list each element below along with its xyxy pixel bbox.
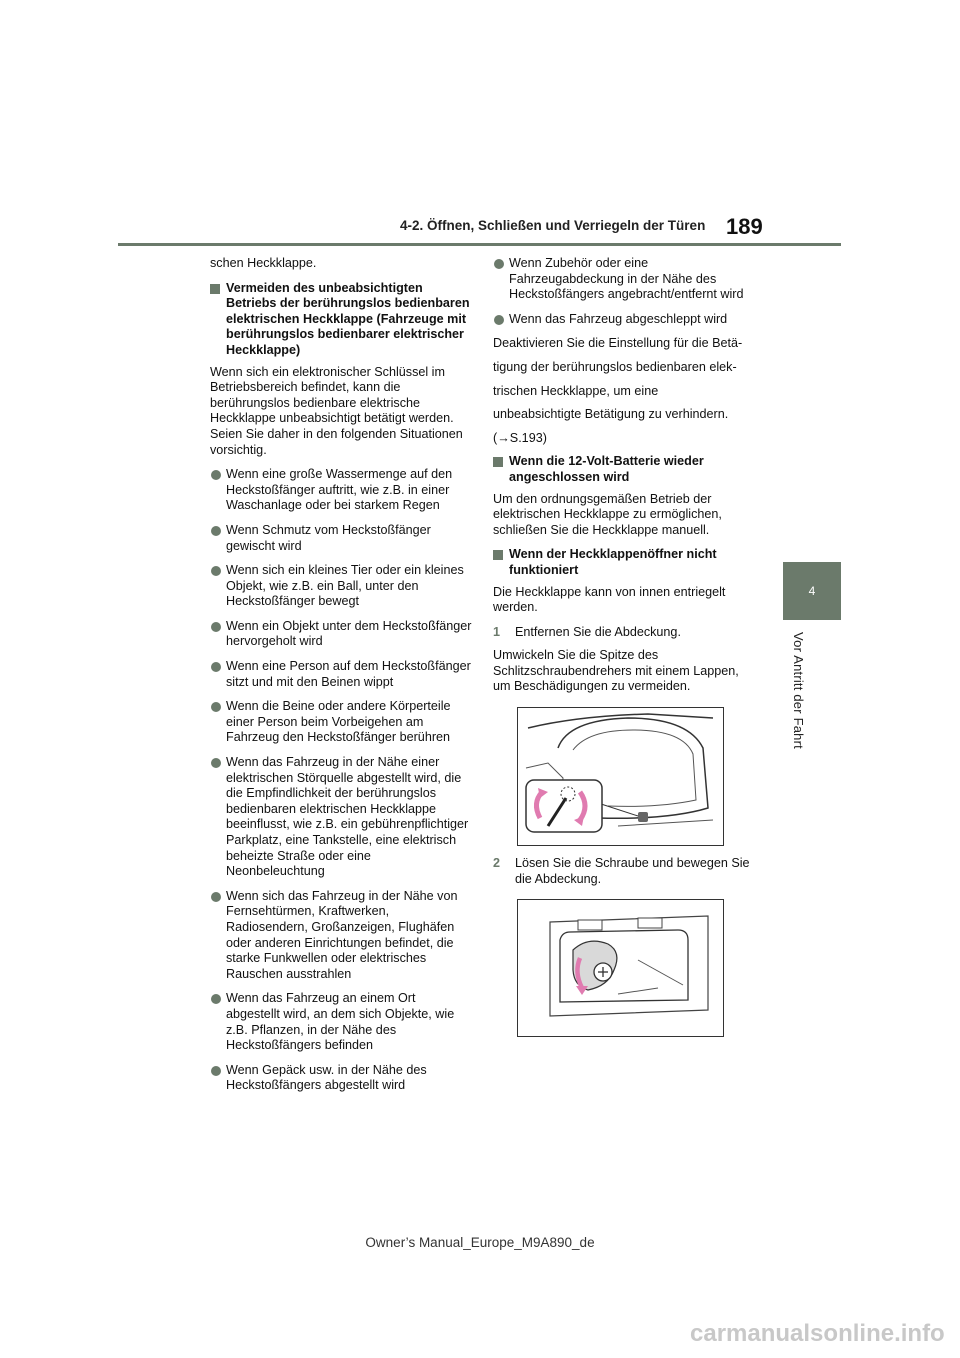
list-item: Wenn Zubehör oder eine Fahrzeugabdeckung in der Nähe des Heckstoßfängers angebracht/entfernt wird bbox=[493, 256, 755, 303]
header-divider bbox=[118, 243, 841, 246]
list-item: Wenn ein Objekt unter dem Heckstoßfänger hervorgeholt wird bbox=[210, 619, 472, 650]
step-text: Entfernen Sie die Abdeckung. bbox=[515, 624, 681, 639]
list-item: Wenn das Fahrzeug abgeschleppt wird bbox=[493, 312, 755, 328]
opener-text: Die Heckklappe kann von innen entriegelt werden. bbox=[493, 584, 726, 615]
chapter-tab[interactable] bbox=[783, 562, 841, 620]
illustration-remove-cover bbox=[517, 707, 724, 846]
step-1-detail: Umwickeln Sie die Spitze des Schlitzschraubendrehers mit einem Lappen, um Beschädigungen zu vermeiden. bbox=[493, 648, 739, 694]
footer-manual-id: Owner’s Manual_Europe_M9A890_de bbox=[365, 1235, 595, 1250]
list-item: Wenn eine Person auf dem Heckstoßfänger sitzt und mit den Beinen wippt bbox=[210, 659, 472, 690]
list-item: Wenn sich ein kleines Tier oder ein kleines Objekt, wie z.B. ein Ball, unter den Heckstoßfänger bewegt bbox=[210, 563, 472, 610]
list-item: Wenn Schmutz vom Heckstoßfänger gewischt wird bbox=[210, 523, 472, 554]
deactivate-line: unbeabsichtigte Betätigung zu verhindern. bbox=[493, 407, 729, 422]
step-text: Lösen Sie die Schraube und bewegen Sie die Abdeckung. bbox=[515, 856, 750, 886]
step-number: 1 bbox=[493, 624, 501, 639]
battery-text: Um den ordnungsgemäßen Betrieb der elektrischen Heckklappe zu ermöglichen, schließen Sie die Heckklappe manuell. bbox=[493, 491, 722, 537]
list-item: Wenn Gepäck usw. in der Nähe des Heckstoßfängers abgestellt wird bbox=[210, 1063, 472, 1094]
list-item: Wenn das Fahrzeug an einem Ort abgestellt wird, an dem sich Objekte, wie z.B. Pflanzen, in der Nähe des Heckstoßfängers befinden bbox=[210, 991, 472, 1053]
step-1 bbox=[493, 625, 755, 641]
illustration-loosen-screw bbox=[517, 899, 724, 1037]
heading-unintended-operation: Vermeiden des unbeabsichtigten Betriebs der berührungslos bedienbaren elektrischen Heckklappe (Fahrzeuge mit berührungslos bedienbarer elektrischer Heckklappe) bbox=[210, 281, 472, 359]
heading-opener: Wenn der Heckklappenöffner nicht funktioniert bbox=[493, 547, 755, 578]
list-item: Wenn eine große Wassermenge auf den Heckstoßfänger auftritt, wie z.B. in einer Waschanlage oder bei starkem Regen bbox=[210, 467, 472, 514]
paragraph-caution: Wenn sich ein elektronischer Schlüssel im Betriebsbereich befindet, kann die berührungslos bedienbare elektrische Heckklappe unbeabsichtigt betätigt werden. Seien Sie daher in den folgenden Situationen vorsichtig. bbox=[210, 364, 463, 457]
section-title: 4-2. Öffnen, Schließen und Verriegeln der Türen bbox=[400, 218, 706, 233]
watermark: carmanualsonline.info bbox=[690, 1320, 945, 1347]
step-2 bbox=[493, 856, 755, 887]
deactivate-line: tigung der berührungslos bedienbaren elek- bbox=[493, 359, 737, 374]
page-number: 189 bbox=[726, 214, 763, 239]
chapter-label: Vor Antritt der Fahrt bbox=[791, 632, 806, 749]
list-item: Wenn sich das Fahrzeug in der Nähe von Fernsehtürmen, Kraftwerken, Radiosendern, Großanzeigen, Flughäfen oder anderen Einrichtungen befindet, die starke Funkwellen oder elektrisches Rauschen ausstrahlen bbox=[210, 889, 472, 983]
intro-text: schen Heckklappe. bbox=[210, 256, 317, 270]
list-item: Wenn das Fahrzeug in der Nähe einer elektrischen Störquelle abgestellt wird, die die Empfindlichkeit der berührungslos bedienbaren elektrischen Heckklappe beeinflusst, wie z.B. ein gebührenpflichtiger Parkplatz, eine Tankstelle, eine elektrisch beheizte Straße oder eine Neonbeleuchtung bbox=[210, 755, 472, 880]
chapter-number: 4 bbox=[808, 584, 816, 598]
right-column bbox=[493, 256, 755, 1047]
step-number: 2 bbox=[493, 856, 501, 871]
heading-battery: Wenn die 12-Volt-Batterie wieder angeschlossen wird bbox=[493, 454, 755, 485]
list-item: Wenn die Beine oder andere Körperteile einer Person beim Vorbeigehen am Fahrzeug den Heckstoßfänger berühren bbox=[210, 699, 472, 746]
page-reference-link[interactable]: (→S.193) bbox=[493, 430, 547, 445]
deactivate-line: Deaktivieren Sie die Einstellung für die Betä- bbox=[493, 336, 743, 351]
left-column bbox=[210, 256, 472, 1103]
deactivate-line: trischen Heckklappe, um eine bbox=[493, 383, 659, 398]
